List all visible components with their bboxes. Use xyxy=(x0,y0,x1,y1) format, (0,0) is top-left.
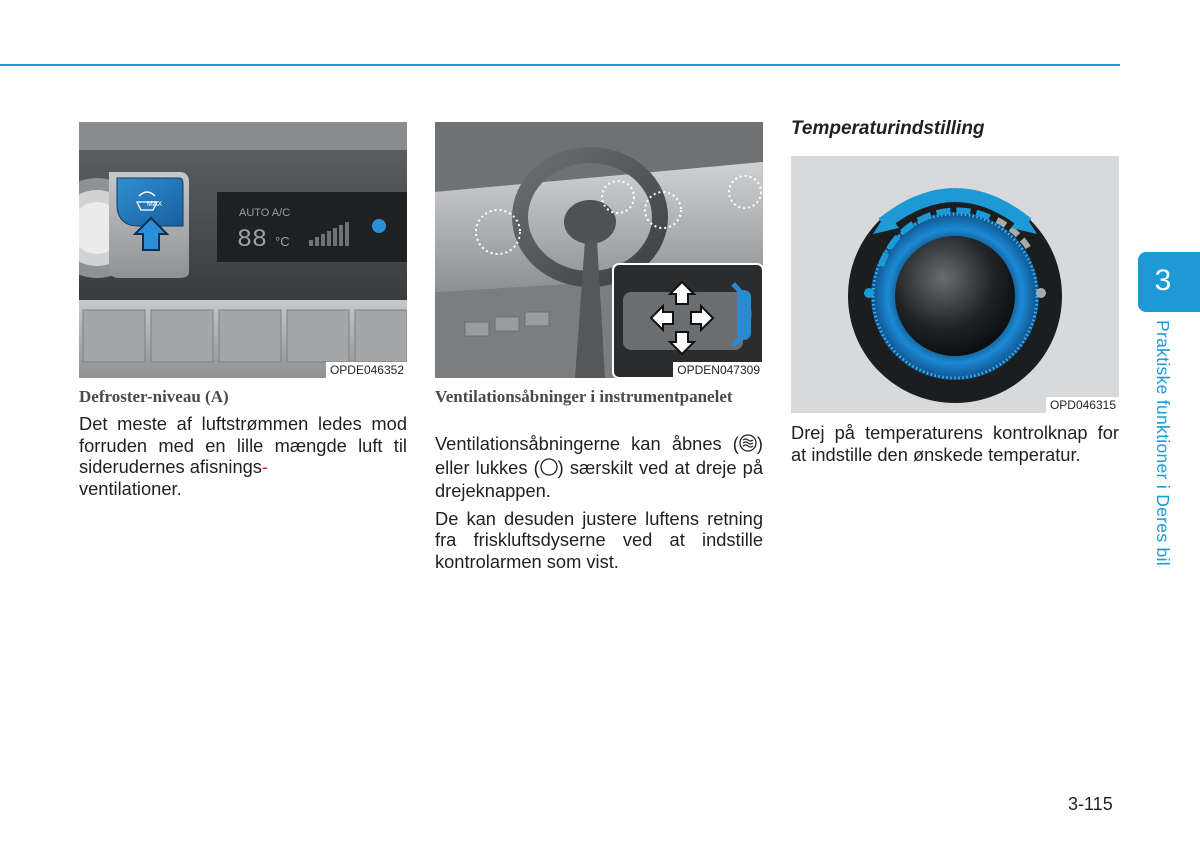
body-text-part: ) eller lukkes ( xyxy=(435,433,763,478)
display-auto-ac: AUTO A/C xyxy=(239,207,291,219)
figure-temperature-knob xyxy=(791,156,1119,413)
display-temp: 88 xyxy=(237,225,268,254)
body-paragraph: De kan desuden justere luftens retning fra friskluftsdyserne ved at indstille kontrolarmen som vist. xyxy=(435,507,763,572)
subheading-defroster: Defroster-niveau (A) xyxy=(79,387,229,406)
figure-code: OPDE046352 xyxy=(326,362,407,378)
body-text-part: Ventilationsåbningerne kan åbnes ( xyxy=(435,433,739,454)
page-number: 3-115 xyxy=(1068,794,1113,814)
section-title: Temperaturindstilling xyxy=(791,118,985,139)
hyphen-mark: - xyxy=(261,456,269,477)
body-vents xyxy=(435,433,763,578)
figure-dashboard-vents xyxy=(435,122,763,378)
body-defroster xyxy=(79,413,407,505)
airflow-closed-icon xyxy=(540,458,558,481)
display-unit: °C xyxy=(275,234,290,249)
body-text-part: Det meste af luftstrømmen ledes mod forruden med en lille mængde luft til siderudernes afisnings xyxy=(79,413,407,477)
subheading-vents: Ventilationsåbninger i instrumentpanelet xyxy=(435,387,733,406)
body-paragraph: Drej på temperaturens kontrolknap for at indstille den ønskede temperatur. xyxy=(791,422,1119,465)
figure-code: OPD046315 xyxy=(1046,397,1119,413)
figure-code: OPDEN047309 xyxy=(673,362,763,378)
airflow-open-icon xyxy=(739,434,757,457)
temperature-knob-illustration xyxy=(791,156,1119,413)
chapter-tab xyxy=(1138,252,1200,312)
chapter-title: Praktiske funktioner i Deres bil xyxy=(1153,320,1173,566)
figure-defroster-panel xyxy=(79,122,407,378)
max-label: MAX xyxy=(147,201,163,208)
chapter-number: 3 xyxy=(1154,264,1172,297)
top-rule xyxy=(0,64,1120,66)
body-text-part: ventilationer. xyxy=(79,477,182,499)
dashboard-illustration xyxy=(435,122,763,378)
climate-panel-illustration xyxy=(79,122,407,378)
body-temperature xyxy=(791,422,1119,471)
body-text-part: ) særskilt ved at dreje på drejeknappen. xyxy=(435,456,763,501)
